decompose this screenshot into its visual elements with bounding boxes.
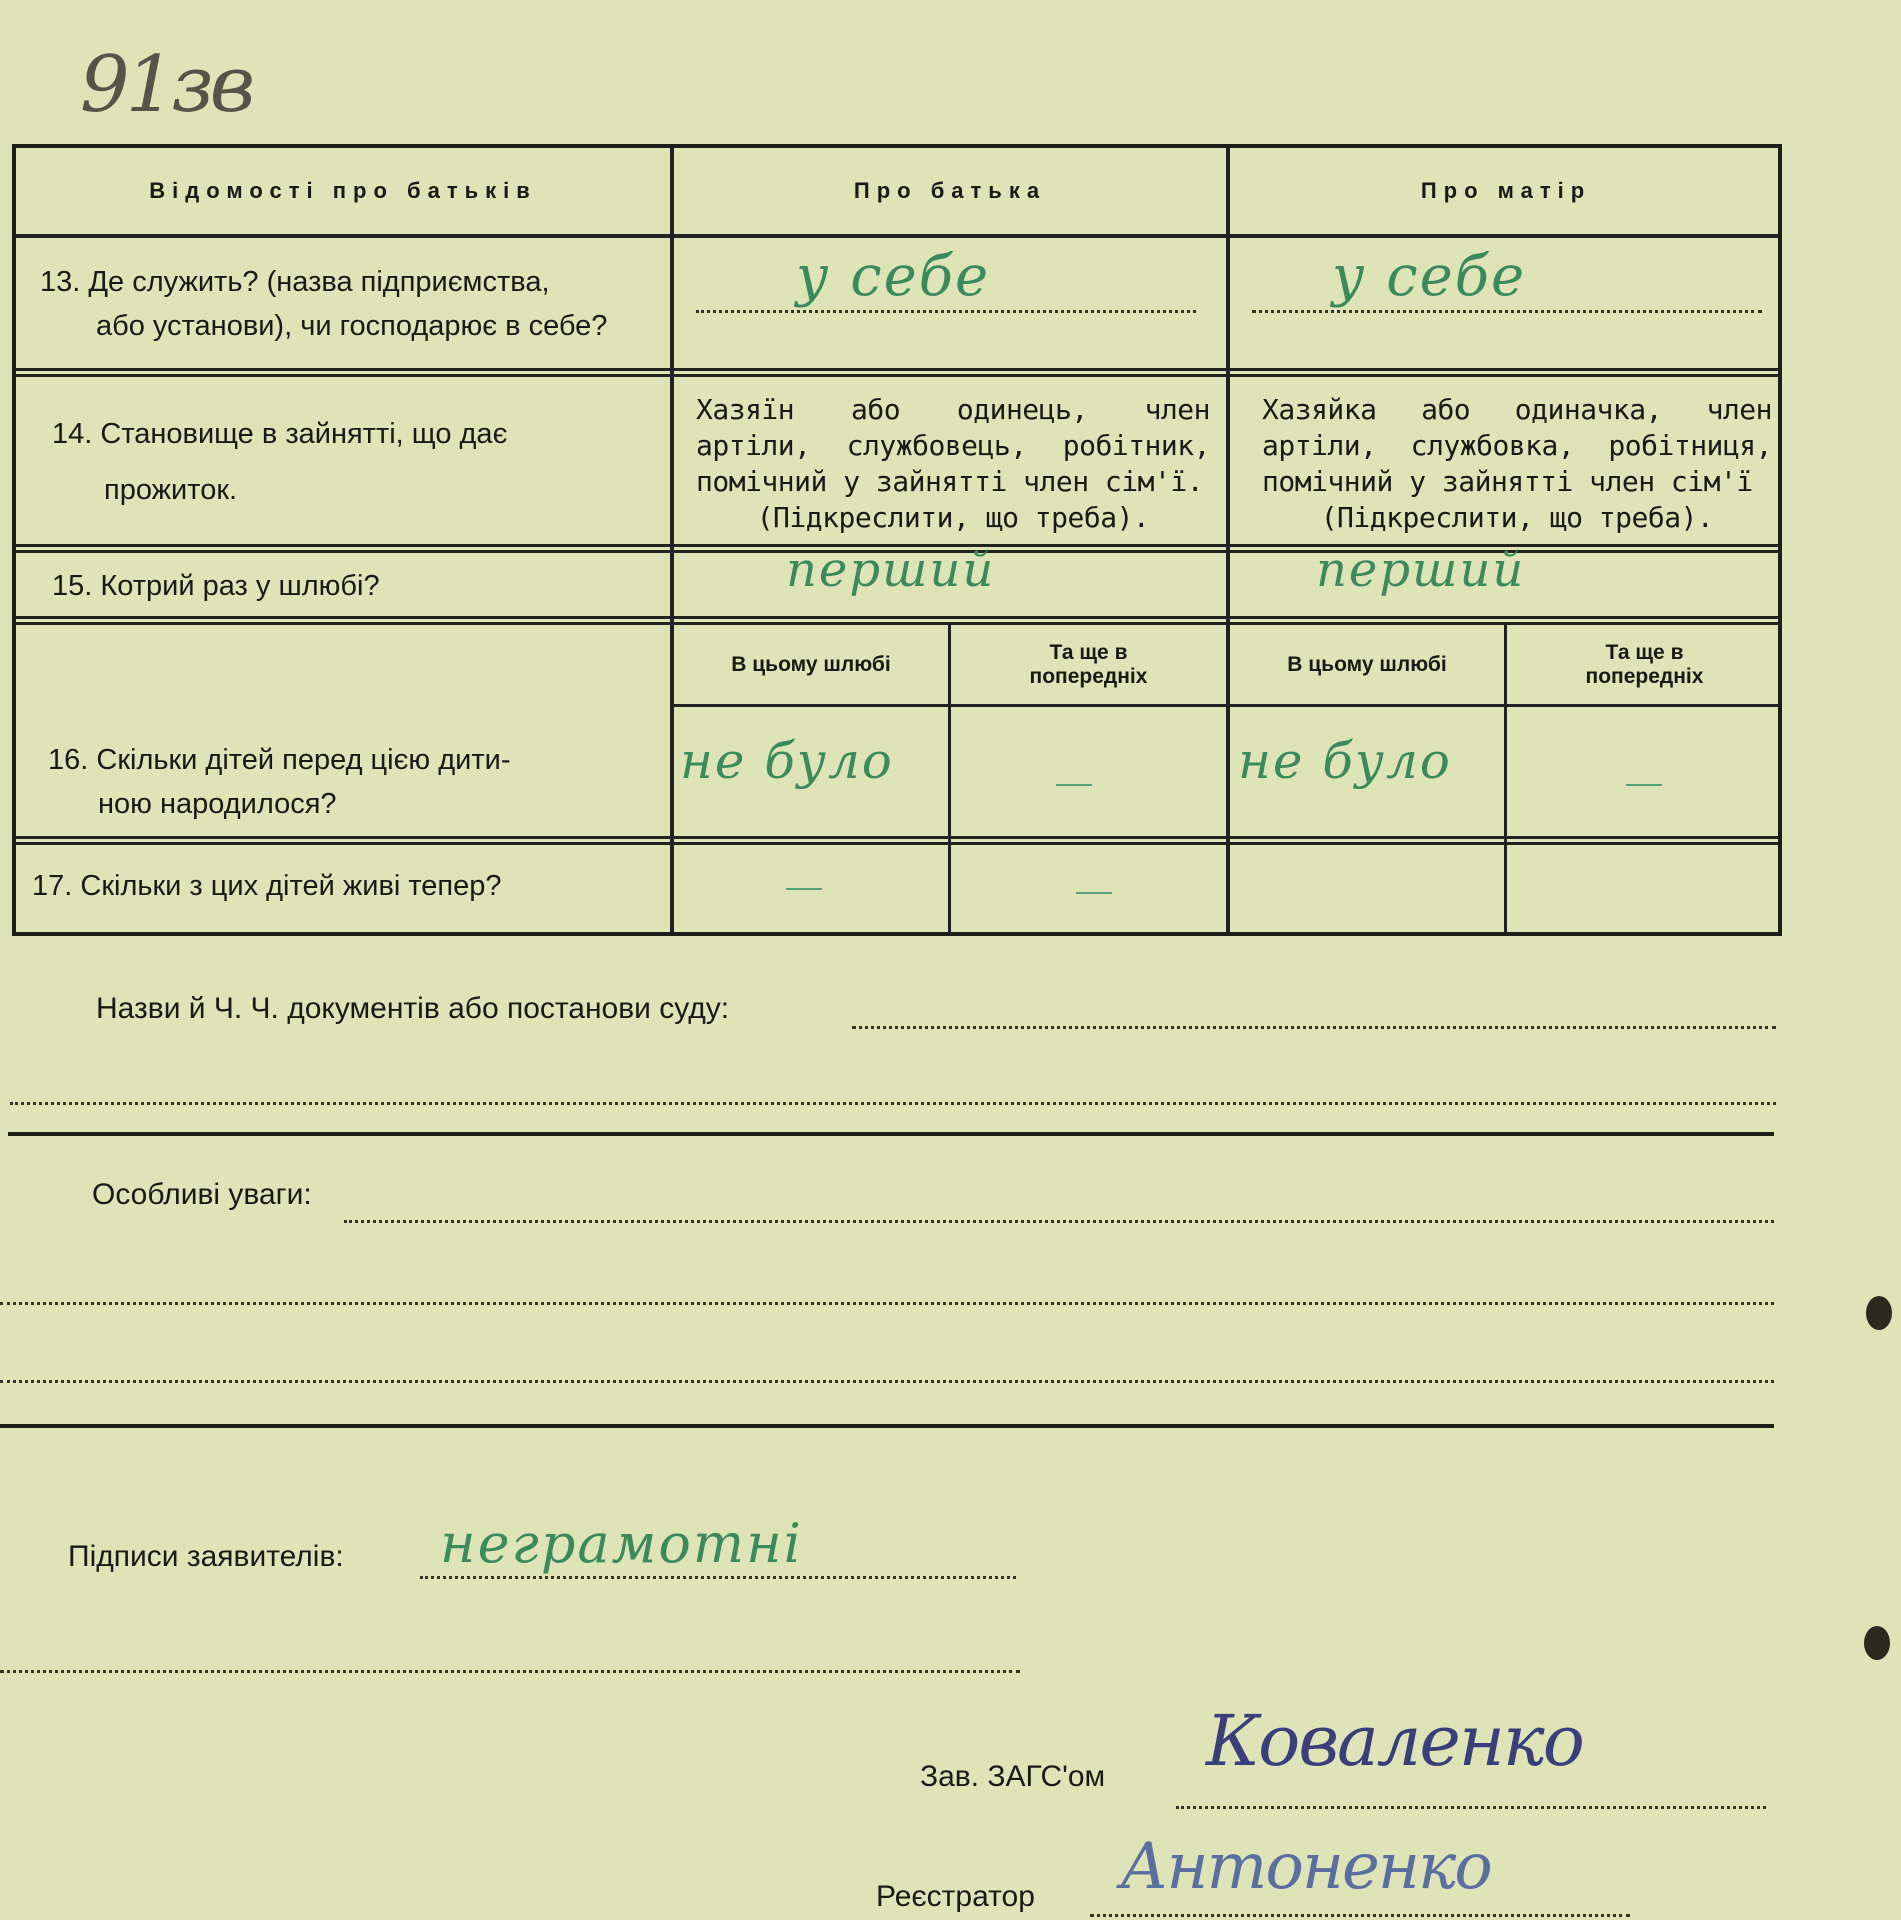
row-divider (16, 234, 1778, 238)
question-14-line2: прожиток. (104, 474, 238, 506)
zags-head-label: Зав. ЗАГС'ом (920, 1760, 1106, 1793)
column-divider (1226, 148, 1230, 932)
documents-label: Назви й Ч. Ч. документів або постанови суду: (96, 992, 730, 1025)
mother-occupation-options (1262, 392, 1772, 536)
signatures-label: Підписи заявителів: (68, 1540, 344, 1573)
signatures-dotted-line-2 (0, 1670, 1020, 1673)
question-14-label (52, 412, 652, 512)
sub-header-father-previous: Та ще в попередніх (1029, 641, 1148, 688)
header-father: Про батька (853, 178, 1047, 203)
mother-occupation-text: Хазяйка або одиначка, член артіли, службовка, робітниця, помічний у зайнятті член сім'ї (1262, 393, 1772, 498)
question-16-line1: 16. Скільки дітей перед цією дити- (48, 744, 511, 776)
folio-number: 91зв (80, 40, 252, 130)
question-16-label (48, 738, 658, 826)
question-13-line1: 13. Де служить? (назва підприємства, (40, 266, 550, 298)
remarks-dotted-line (344, 1220, 1774, 1223)
father-occupation-text: Хазяїн або одинець, член артіли, службовець, робітник, помічний у зайнятті член сім'ї. (696, 393, 1210, 498)
father-children-previous-dash (1056, 784, 1092, 786)
sub-header-mother-previous: Та ще в попередніх (1585, 641, 1704, 688)
father-children-this-marriage-value: не було (680, 732, 894, 790)
zags-dotted-line (1176, 1806, 1766, 1809)
dotted-line (696, 310, 1196, 313)
remarks-label: Особливі уваги: (92, 1178, 312, 1211)
signatures-dotted-line (420, 1576, 1016, 1579)
father-living-this-dash (786, 888, 822, 890)
question-17-label: 17. Скільки з цих дітей живі тепер? (32, 870, 502, 902)
question-14-line1: 14. Становище в зайнятті, що дає (52, 418, 508, 450)
section-rule (8, 1132, 1774, 1136)
registrar-label: Реєстратор (876, 1880, 1035, 1913)
question-15-label: 15. Котрий раз у шлюбі? (52, 570, 380, 602)
father-occupation-options (696, 392, 1210, 536)
row-divider (16, 616, 1778, 619)
question-13-line2: або установи), чи господарює в себе? (96, 310, 608, 342)
father-workplace-value: у себе (796, 244, 991, 309)
question-13-label (40, 260, 670, 348)
registrar-signature: Антоненко (1120, 1830, 1491, 1904)
documents-dotted-line (852, 1026, 1776, 1029)
header-mother: Про матір (1420, 178, 1592, 203)
question-16-line2: ною народилося? (98, 788, 337, 820)
sub-header-father-this-marriage: В цьому шлюбі (731, 653, 891, 676)
dotted-line (1252, 310, 1762, 313)
signatures-value: неграмотні (440, 1512, 803, 1575)
binder-hole (1866, 1296, 1892, 1330)
binder-hole (1864, 1626, 1890, 1660)
zags-head-signature: Коваленко (1206, 1700, 1583, 1782)
documents-dotted-line-2 (10, 1102, 1776, 1105)
section-rule-2 (0, 1424, 1774, 1428)
mother-occupation-note: (Підкреслити, що треба). (1320, 501, 1714, 534)
father-occupation-note: (Підкреслити, що треба). (756, 501, 1150, 534)
mother-children-this-marriage-value: не було (1238, 732, 1452, 790)
remarks-dotted-line-3 (0, 1380, 1774, 1383)
row-divider (16, 836, 1778, 839)
father-marriage-count-value: перший (786, 542, 996, 598)
header-parents-info: Відомості про батьків (149, 178, 537, 203)
row-divider (16, 368, 1778, 371)
remarks-dotted-line-2 (0, 1302, 1774, 1305)
parents-info-table (12, 144, 1782, 936)
mother-marriage-count-value: перший (1316, 542, 1526, 598)
row-divider (672, 704, 1778, 707)
sub-header-mother-this-marriage: В цьому шлюбі (1287, 653, 1447, 676)
registrar-dotted-line (1090, 1914, 1630, 1917)
column-divider (670, 148, 674, 932)
father-living-previous-dash (1076, 892, 1112, 894)
mother-children-previous-dash (1626, 784, 1662, 786)
mother-workplace-value: у себе (1332, 244, 1527, 309)
